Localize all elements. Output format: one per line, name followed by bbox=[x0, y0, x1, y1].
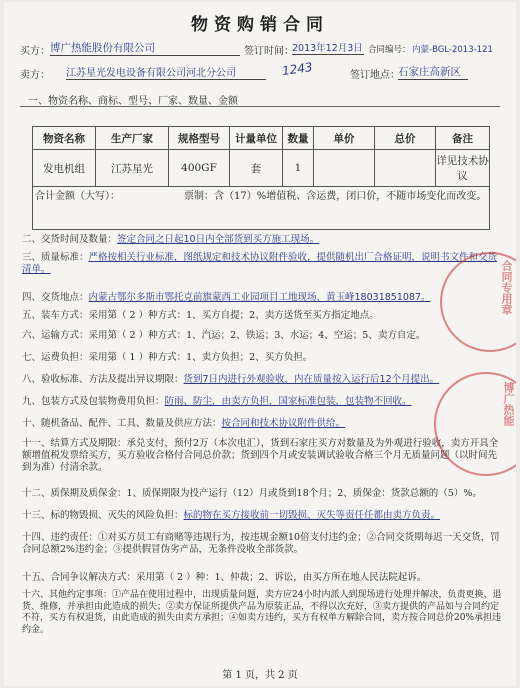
clause-value: ①对买方员工有商赌等违规行为，按违规金额10倍支付违约金；②合同交货期每迟一天交货，罚合同总额2%违约金；③提供假冒伪劣产品，无条件没收全部货款。 bbox=[22, 532, 500, 555]
clause-dispute bbox=[22, 572, 506, 584]
total-note: 票制：含（17）%增值税、含运费，闭口价，不随市场变化而改变。 bbox=[184, 191, 487, 202]
clause-label: 三、质量标准： bbox=[22, 252, 89, 263]
cell-maker: 江苏星光 bbox=[96, 150, 169, 187]
cell-remark: 详见技术协议 bbox=[436, 150, 490, 187]
buyer-name: 博广热能股份有限公司 bbox=[50, 40, 240, 56]
col-header-maker: 生产厂家 bbox=[96, 127, 169, 150]
goods-table bbox=[32, 126, 490, 230]
col-header-unit: 计量单位 bbox=[230, 127, 283, 150]
buyer-label: 买方： bbox=[20, 46, 50, 57]
clause-transport bbox=[22, 330, 425, 342]
clause-label: 十六、其他约定事项： bbox=[22, 590, 113, 600]
clause-value: 标的物在买方接收前一切毁损、灭失等责任任都由卖方负责。 bbox=[183, 510, 441, 521]
clause-label: 十、随机备品、配件、工具、数量及供应方法： bbox=[22, 418, 222, 429]
clause-freight bbox=[22, 352, 312, 364]
clause-label: 六、运输方式： bbox=[22, 330, 89, 341]
section1-heading: 一、物资名称、商标、型号、厂家、数量、金额 bbox=[28, 96, 238, 107]
clause-value: ①产品在使用过程中，出现质量问题，卖方应24小时内派人到现场进行处理并解决，负责更换、退货、维修，并承担由此造成的损失；②卖方保证所提供产品为原装正品，不得以次充好，③卖方提供的产品如与合同约定不符，买方有权退货，由此造成的损失由卖方承担；④如卖方违约，买方有权单方解除合同，卖方按合同总价20%承担违约金。 bbox=[22, 590, 502, 635]
contract-no-label: 合同编号： bbox=[368, 45, 411, 55]
clause-loading bbox=[22, 310, 379, 322]
clause-label: 十三、标的物毁损、灭失的风险负担： bbox=[22, 510, 184, 521]
cell-model: 400GF bbox=[169, 150, 230, 187]
clause-value: 严格按相关行业标准，图纸规定和技术协议附件验收，提供随机出厂合格证明，说明书文件和交货清单。 bbox=[22, 252, 498, 275]
clause-label: 五、装车方式： bbox=[22, 310, 89, 321]
page-title: 物资购销合同 bbox=[191, 15, 329, 35]
cell-qty: 1 bbox=[283, 150, 314, 187]
clause-value: 1、质保期限为投产运行（12）月或货到18个月；2、质保金：货款总额的（5）%。 bbox=[126, 488, 482, 499]
clause-value: 货到7日内进行外观验收，内在质量按入运行后12个月提出。 bbox=[183, 374, 440, 385]
clause-label: 八、验收标准、方法及提出异议期限： bbox=[22, 374, 184, 385]
clause-value: 签定合同之日起10日内全部货到买方施工现场。 bbox=[117, 234, 320, 245]
handwritten-note: 1243 bbox=[281, 59, 314, 79]
total-row bbox=[33, 187, 490, 230]
contract-page bbox=[4, 2, 516, 686]
clause-other bbox=[22, 590, 506, 636]
seller-label: 卖方： bbox=[20, 70, 50, 81]
cell-name: 发电机组 bbox=[33, 150, 96, 187]
clause-label: 四、交货地点： bbox=[22, 292, 89, 303]
seal-text: 合同专用章 bbox=[500, 260, 513, 315]
cell-total bbox=[375, 150, 436, 187]
table-row bbox=[33, 150, 490, 187]
clause-label: 七、运费负担： bbox=[22, 352, 89, 363]
clause-spare-parts bbox=[22, 418, 504, 430]
col-header-qty: 数量 bbox=[283, 127, 314, 150]
cell-price bbox=[314, 150, 375, 187]
clause-packaging bbox=[22, 396, 504, 408]
sign-date: 2013年12月3日 bbox=[292, 40, 364, 55]
clause-value: 内蒙古鄂尔多斯市鄂托克前旗蒙西工业园项目工地现场，黄玉峰18031851087。 bbox=[88, 292, 431, 303]
seller-name: 江苏星光发电设备有限公司河北分公司 bbox=[66, 64, 266, 80]
clause-label: 二、交货时间及数量： bbox=[22, 234, 118, 245]
clause-inspection bbox=[22, 374, 504, 386]
clause-label: 十四、违约责任： bbox=[22, 532, 99, 543]
clause-label: 九、包装方式及包装物费用负担： bbox=[22, 396, 165, 407]
col-header-remark: 备注 bbox=[436, 127, 490, 150]
col-header-model: 规格型号 bbox=[169, 127, 230, 150]
clause-value: 采用第（ 1 ）种方式：1、卖方负担；2、买方负担。 bbox=[88, 352, 313, 363]
col-header-price: 单价 bbox=[314, 127, 375, 150]
sign-place-label: 签订地点： bbox=[350, 70, 400, 81]
col-header-total: 总价 bbox=[375, 127, 436, 150]
sign-place: 石家庄高新区 bbox=[398, 64, 468, 80]
clause-risk bbox=[22, 510, 506, 522]
page-number: 第 1 页，共 2 页 bbox=[222, 670, 298, 681]
clause-value: 采用第（ 2 ）种方式：1、买方自提；2、卖方送货至买方指定地点。 bbox=[88, 310, 379, 321]
sign-date-label: 签订时间： bbox=[244, 46, 294, 57]
col-header-name: 物资名称 bbox=[33, 127, 96, 150]
clause-label: 十二、质保期及质保金： bbox=[22, 488, 127, 499]
clause-value: 按合同和技术协议附件供给。 bbox=[221, 418, 346, 429]
clause-payment bbox=[22, 438, 506, 474]
clause-label: 十五、合同争议解决方式： bbox=[22, 572, 137, 583]
total-label: 合计金额（大写）： bbox=[35, 191, 120, 202]
header-divider bbox=[20, 106, 500, 107]
clause-value: 防雨、防尘，由卖方负担，国家标准包装，包装物不回收。 bbox=[164, 396, 412, 407]
clause-value: 承兑支付，预付2万（本次电汇），货到石家庄买方对数量及为外观进行验收，卖方开具全额增值税发票给买方，买方验收合格付合同总价款；货到四个月或安装调试验收合格三个月无质量问题（以时间先到为准）付清余款。 bbox=[22, 438, 499, 473]
goods-table-header-row bbox=[33, 127, 490, 150]
cell-unit: 套 bbox=[230, 150, 283, 187]
clause-liability bbox=[22, 532, 506, 556]
clause-delivery-place bbox=[22, 292, 504, 304]
clause-warranty bbox=[22, 488, 506, 500]
clause-label: 十一、结算方式及期限： bbox=[22, 438, 127, 449]
clause-value: 采用第（ 2 ）种：1、仲裁；2、诉讼，由买方所在地人民法院起诉。 bbox=[136, 572, 427, 583]
clause-value: 采用第（ 2 ）种方式：1、汽运；2、铁运；3、水运；4、空运；5、卖方自定。 bbox=[88, 330, 426, 341]
clause-delivery-time bbox=[22, 234, 502, 246]
seal-company-text: 博广热能 bbox=[502, 382, 515, 426]
clause-quality bbox=[22, 252, 504, 276]
contract-no: 内蒙-BGL-2013-121 bbox=[412, 45, 493, 55]
